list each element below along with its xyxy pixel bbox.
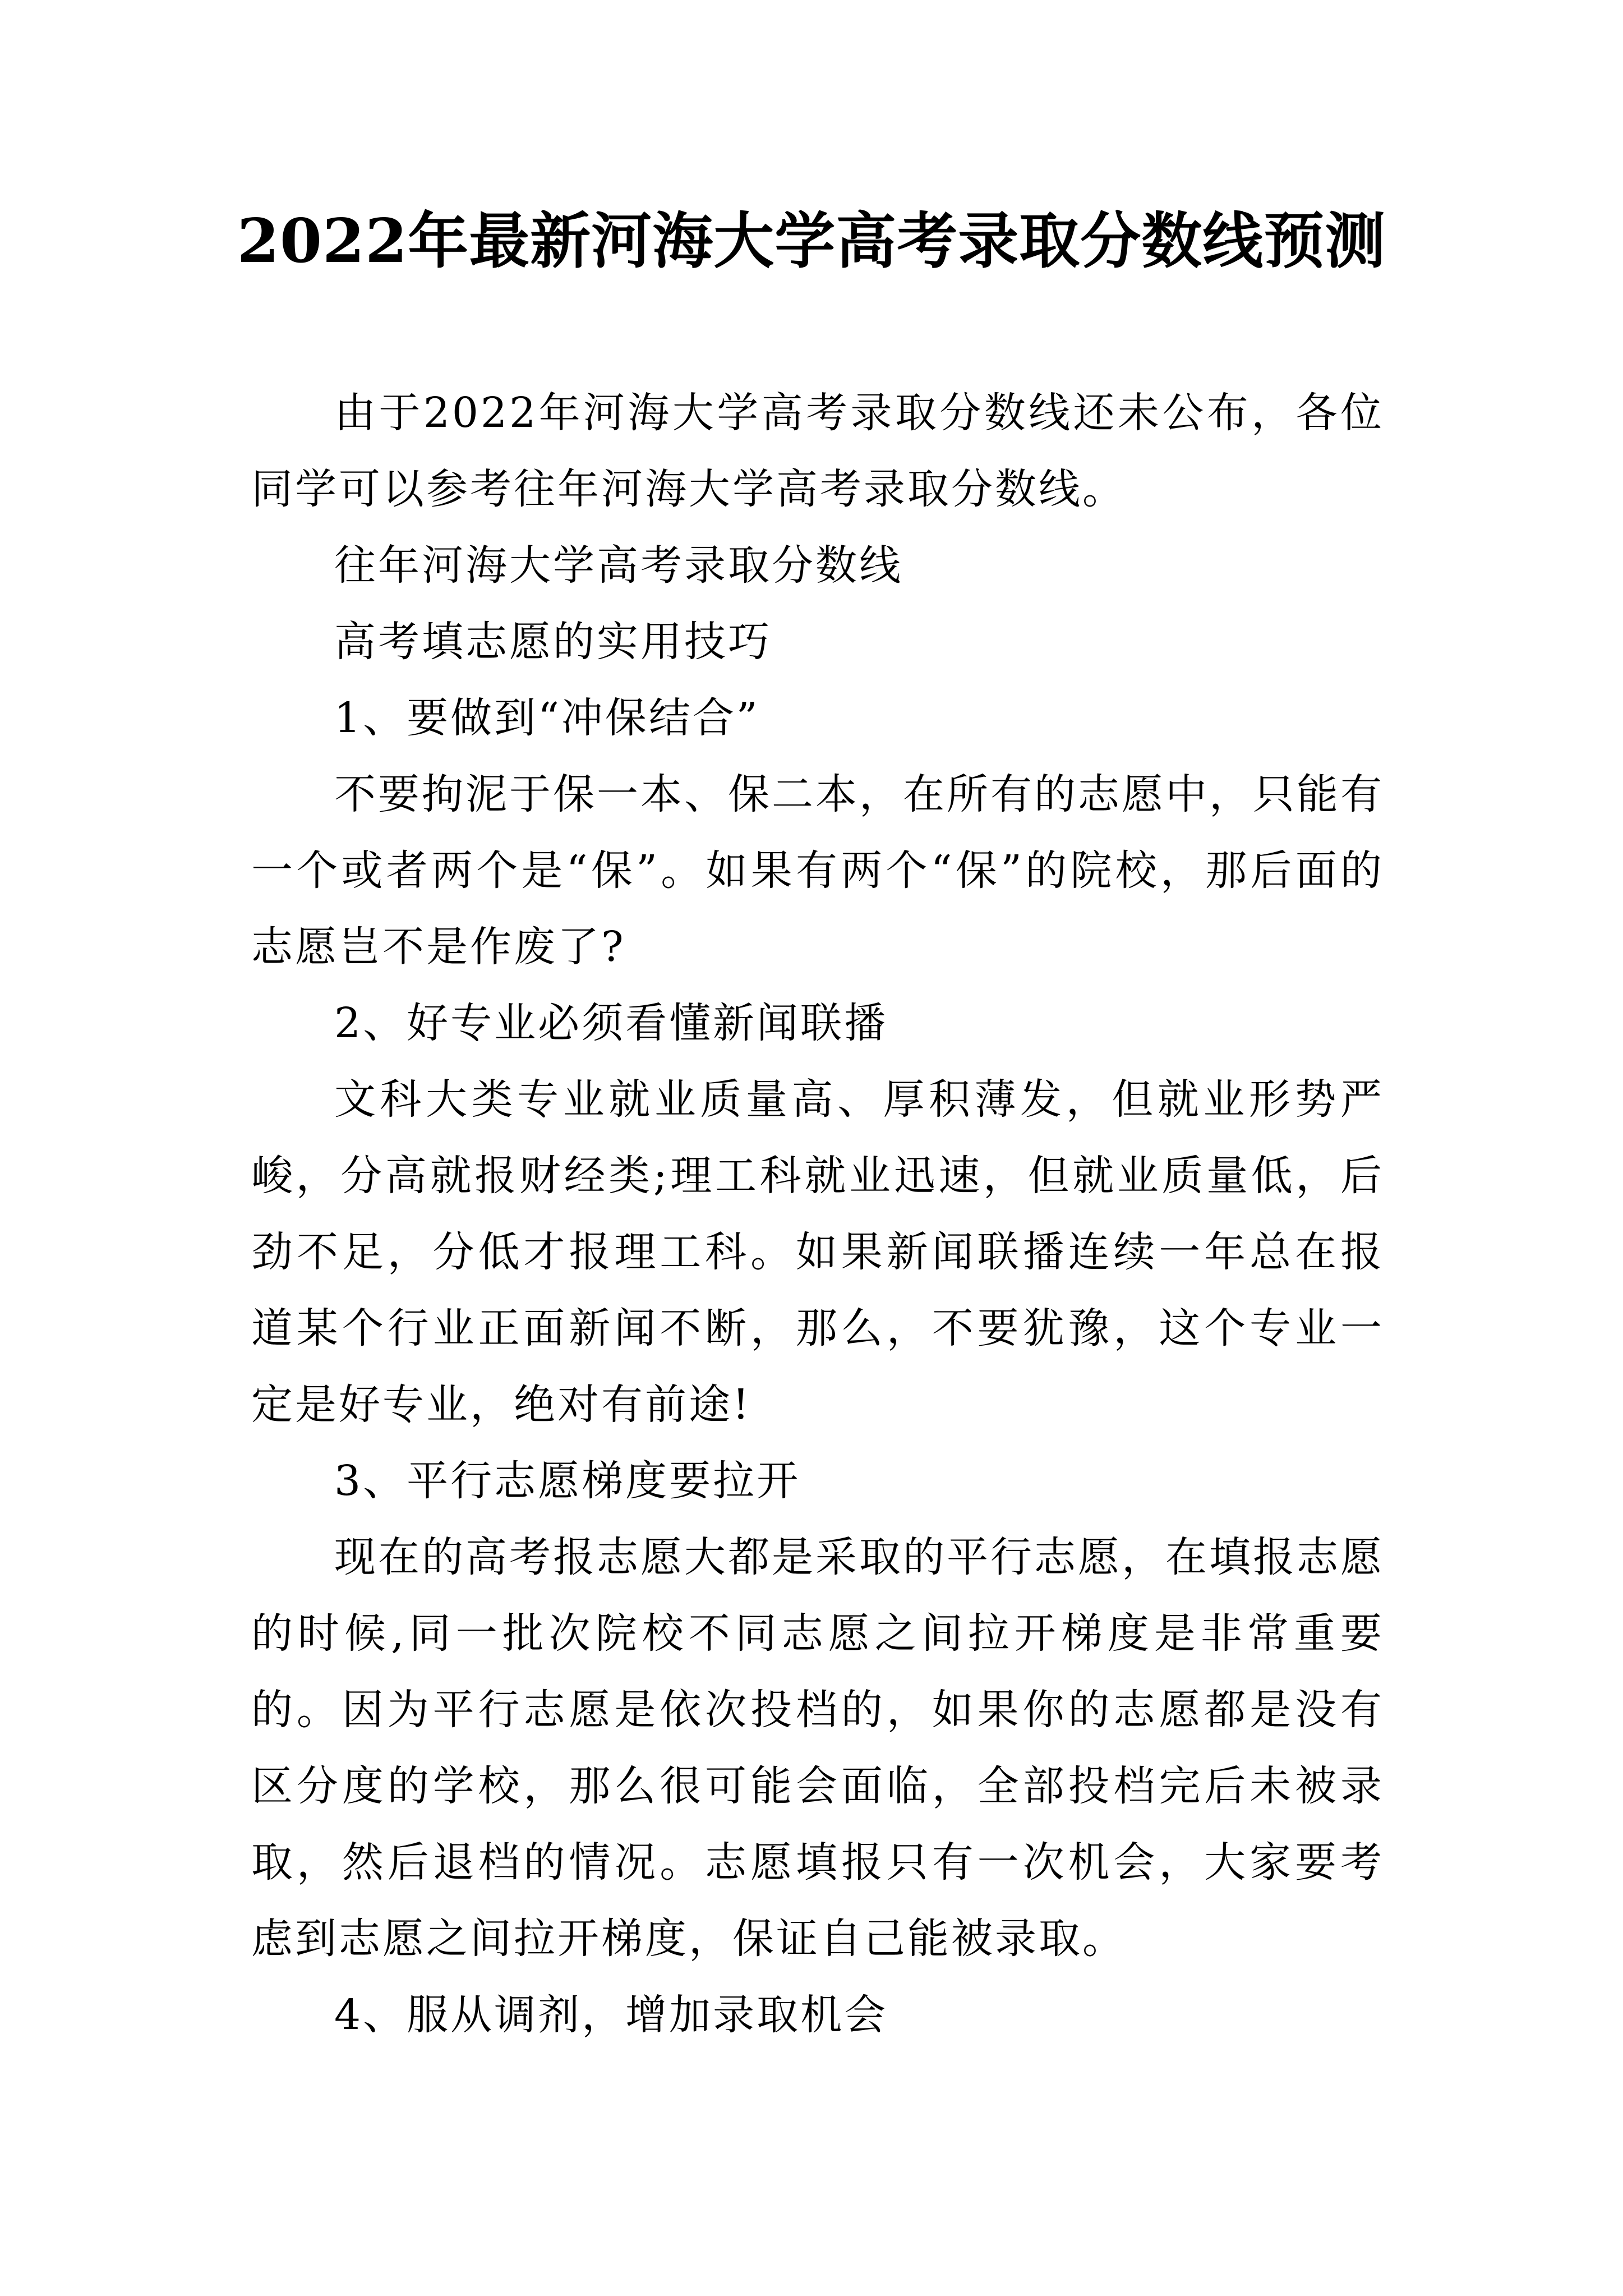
paragraph-tip-1-heading: 1、要做到“冲保结合” <box>334 694 760 742</box>
page-title: 2022年最新河海大学高考录取分数线预测 <box>237 206 1386 277</box>
paragraph-tip-1-body: 不要拘泥于保一本、保二本，在所有的志愿中，只能有一个或者两个是“保”。如果有两个“保”的院校，那后面的志愿岂不是作废了? <box>251 770 1384 971</box>
paragraph-tip-2-heading: 2、好专业必须看懂新闻联播 <box>334 999 888 1047</box>
paragraph-tip-3-heading: 3、平行志愿梯度要拉开 <box>334 1457 801 1505</box>
document-body <box>251 375 1384 2053</box>
paragraph-tip-4-heading: 4、服从调剂，增加录取机会 <box>334 1991 888 2039</box>
paragraph-tip-3-body: 现在的高考报志愿大都是采取的平行志愿，在填报志愿的时候,同一批次院校不同志愿之间拉开梯度是非常重要的。因为平行志愿是依次投档的，如果你的志愿都是没有区分度的学校，那么很可能会面临，全部投档完后未被录取，然后退档的情况。志愿填报只有一次机会，大家要考虑到志愿之间拉开梯度，保证自己能被录取。 <box>251 1533 1384 1963</box>
paragraph-heading-past-scores: 往年河海大学高考录取分数线 <box>334 541 903 590</box>
paragraph-heading-tips: 高考填志愿的实用技巧 <box>334 618 772 666</box>
paragraph-tip-2-body: 文科大类专业就业质量高、厚积薄发，但就业形势严峻，分高就报财经类;理工科就业迅速，但就业质量低，后劲不足，分低才报理工科。如果新闻联播连续一年总在报道某个行业正面新闻不断，那么，不要犹豫，这个专业一定是好专业，绝对有前途! <box>251 1075 1384 1429</box>
paragraph-intro: 由于2022年河海大学高考录取分数线还未公布，各位同学可以参考往年河海大学高考录取分数线。 <box>251 389 1384 513</box>
